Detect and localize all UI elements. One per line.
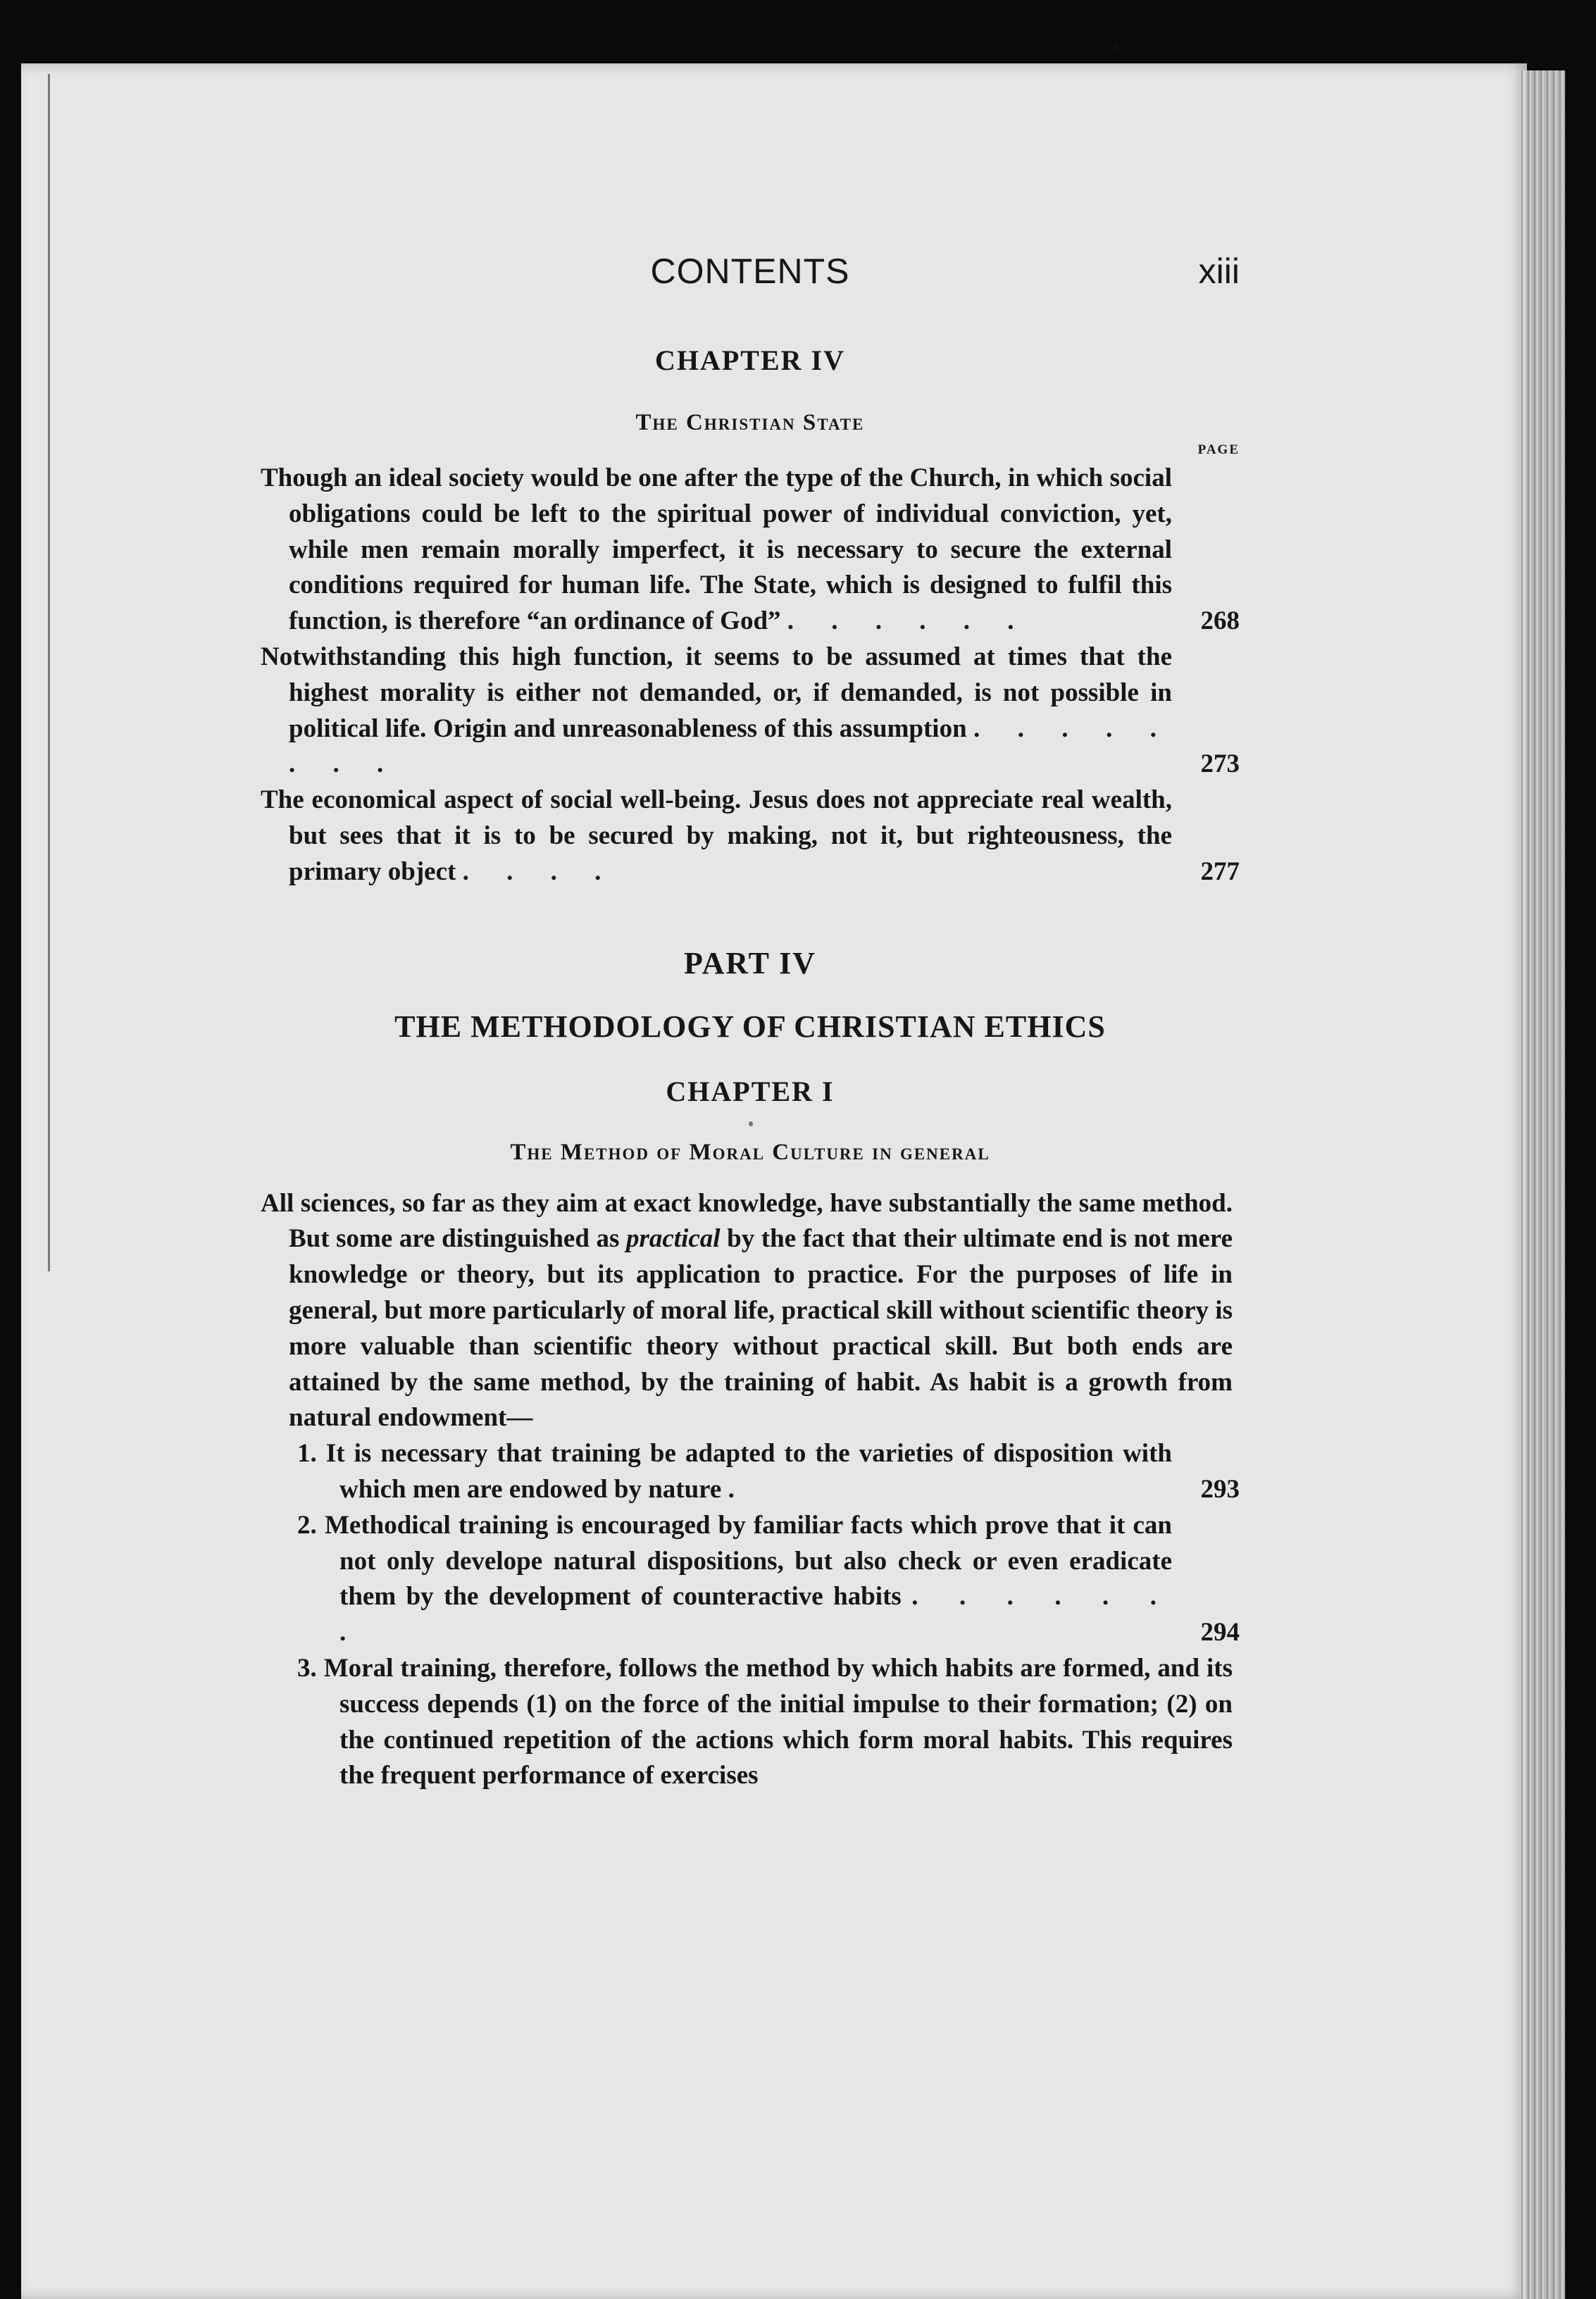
leader-dots: . [728,1474,750,1504]
leader-dots: . . . . . . [787,606,1030,636]
entry-page: 294 [1200,1618,1240,1647]
intro-text: All sciences, so far as they aim at exact knowledge, have substantially the same method. But some are distinguished as [261,1188,1233,1254]
toc-entry [261,783,1240,890]
entry-text: Moral training, therefore, follows the method by which habits are formed, and its success depends (1) on the force of the initial impulse to their formation; (2) on the continued repetition of the actions which form moral habits. This requires the frequent performance of exercises [323,1653,1233,1790]
entry-number: 3. [297,1653,317,1683]
entry-number: 2. [297,1510,317,1540]
leader-dots: . . . . . . . . [289,714,1172,779]
entry-page: 293 [1200,1474,1240,1504]
part-iv-title: THE METHODOLOGY OF CHRISTIAN ETHICS [394,1009,1106,1044]
entry-text: Methodical training is encouraged by familiar facts which prove that it can not only develope natural dispositions, but also check or even eradicate them by the development of counteractive habits [324,1510,1173,1612]
entry-text: It is necessary that training be adapted to the varieties of disposition with which men are endowed by nature [325,1439,1172,1504]
toc-entry [261,640,1240,783]
chapter-i-title: The Method of Moral Culture in general [510,1139,990,1165]
running-title: CONTENTS [650,251,850,291]
toc-entry [261,461,1240,640]
leader-dots: . . . . . . . [339,1582,1172,1647]
intro-text: by the fact that their ultimate end is not mere knowledge or theory, but its application to practice. For the purposes of life in general, but more particularly of moral life, practical skill without scientific theory is more valuable than scientific theory without practical skill. But both ends are attained by the same method, by the training of habit. As habit is a growth from natural endowment— [289,1224,1233,1433]
intro-italic: practical [625,1224,721,1254]
numbered-entry [261,1436,1240,1508]
entry-page: 268 [1200,606,1240,636]
gutter-shadow [48,74,50,1271]
entry-page: 273 [1200,749,1240,779]
chapter-i-label: CHAPTER I [666,1075,835,1107]
part-iv-label: PART IV [683,945,817,980]
entry-number: 1. [297,1439,317,1469]
leader-dots: . . . . [462,856,617,886]
numbered-entry [261,1651,1240,1794]
chapter-iv-label: CHAPTER IV [654,344,846,376]
ink-speck [1113,44,1118,51]
entry-text: Notwithstanding this high function, it seems to be assumed at times that the highest morality is either not demanded, or, if demanded, is not possible in political life. Origin and unreasonableness of this assumption [261,642,1172,743]
page-edges [1520,70,1565,2299]
chapter-iv-title: The Christian State [635,410,865,435]
entry-page: 277 [1200,856,1240,886]
entry-text: The economical aspect of social well-being. Jesus does not appreciate real wealth, but sees that it is to be secured by making, not it, but righteousness, the primary object [261,785,1172,886]
contents-text [261,247,1240,1794]
numbered-entry [261,1508,1240,1651]
chapter-i-intro [261,1186,1240,1437]
entry-text: Though an ideal society would be one after the type of the Church, in which social obligations could be left to the spiritual power of individual conviction, yet, while men remain morally imperfect, it is necessary to secure the external conditions required for human life. The State, which is designed to fulfil this function, is therefore “an ordinance of God” [261,463,1172,636]
page-column-label: PAGE [1197,442,1240,457]
page-number: xiii [1198,251,1240,291]
running-head [261,247,1240,299]
